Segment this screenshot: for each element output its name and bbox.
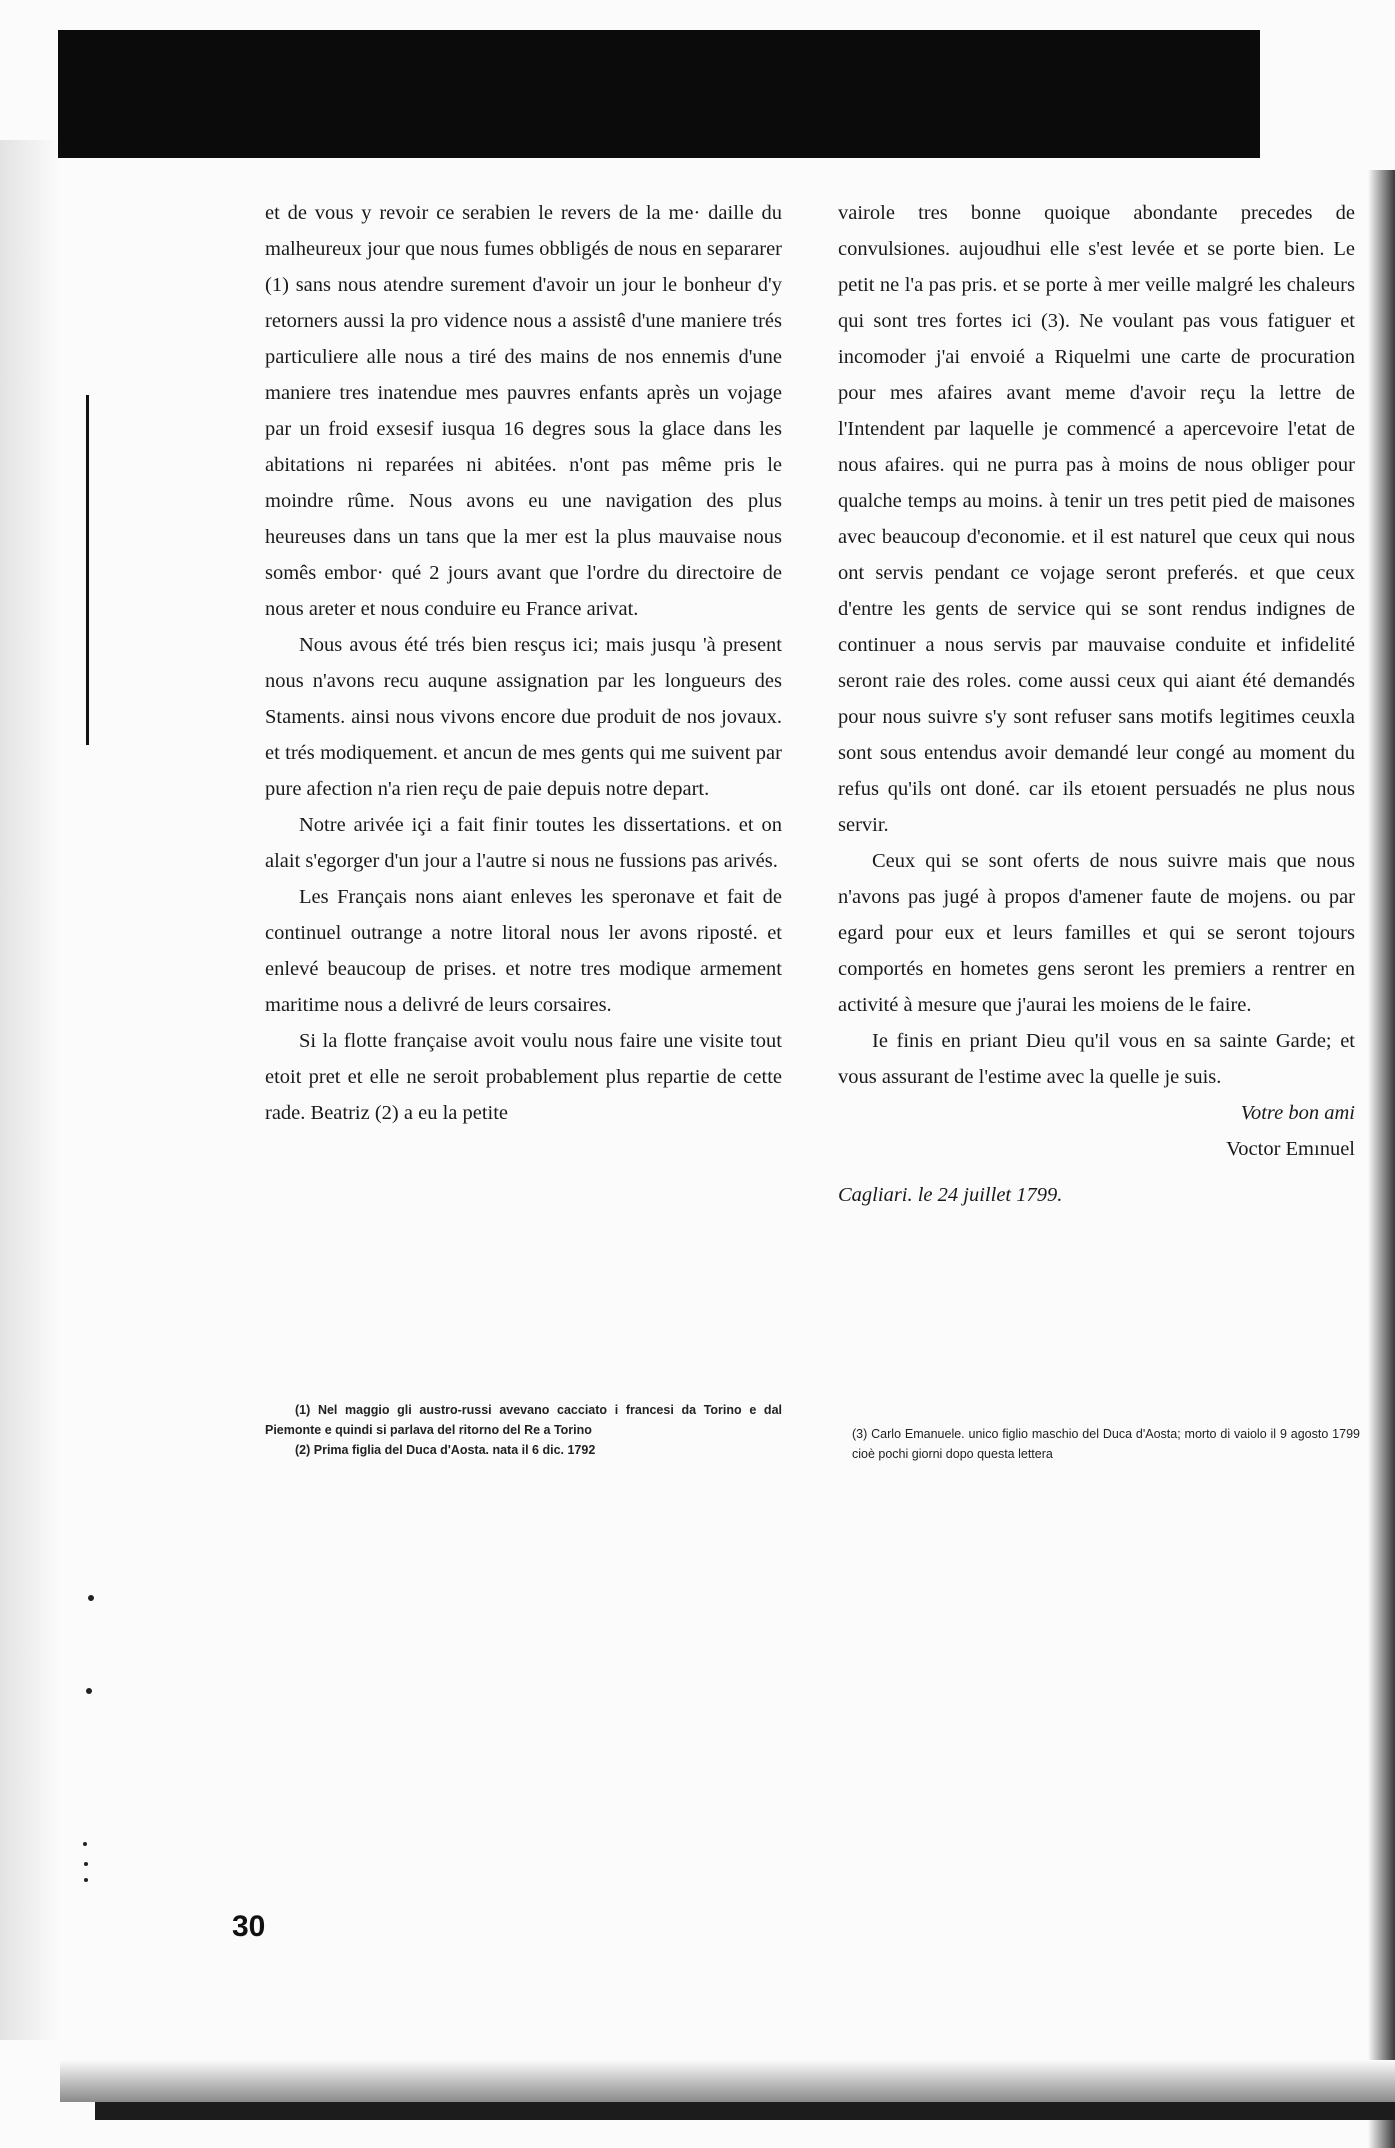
footnote-3: (3) Carlo Emanuele. unico figlio maschio del Duca d'Aosta; morto di vaiolo il 9 agosto 1799 cioè pochi giorni dopo questa lettera <box>852 1427 1360 1461</box>
page-edge-shadow-left <box>0 140 60 2040</box>
letter-paragraph: Nous avous été trés bien resçus ici; mais jusqu 'à present nous n'avons recu auqune assignation par les longueurs des Staments. ainsi nous vivons encore due produit de nos jovaux. et trés modiquement. et ancun de mes gents qui me suivent par pure afection n'a rien reçu de paie depuis notre depart. <box>265 634 782 800</box>
letter-paragraph: Ie finis en priant Dieu qu'il vous en sa sainte Garde; et vous assurant de l'estime avec la quelle je suis. <box>838 1030 1355 1088</box>
letter-column-left <box>265 195 782 1131</box>
margin-rule <box>86 395 89 745</box>
letter-paragraph: Ceux qui se sont oferts de nous suivre mais que nous n'avons pas jugé à propos d'amener faute de mojens. ou par egard pour eux et leurs familles et qui se seront tojours comportés en hometes gens seront les premiers a rentrer en activité à mesure que j'aurai les moiens de le faire. <box>838 850 1355 1016</box>
page-edge-shadow-right <box>1368 170 1395 2148</box>
footnotes-left <box>265 1400 782 1460</box>
letter-paragraph: Les Français nons aiant enleves les speronave et fait de continuel outrange a notre litoral nous ler avons riposté. et enlevé beaucoup de prises. et notre tres modique armement maritime nous a delivré de leurs corsaires. <box>265 886 782 1016</box>
page-edge-shadow-bottom <box>60 2060 1395 2102</box>
speck <box>84 1862 88 1866</box>
letter-column-right <box>838 195 1355 1213</box>
letter-paragraph: vairole tres bonne quoique abondante precedes de convulsiones. aujoudhui elle s'est levée et se porte bien. Le petit ne l'a pas pris. et se porte à mer veille malgré les chaleurs qui sont tres fortes ici (3). Ne voulant pas vous fatiguer et incomoder j'ai envoié a Riquelmi une carte de procuration pour mes afaires avant meme d'avoir reçu la lettre de l'Intendent par laquelle je commencé a apercevoire l'etat de nous afaires. qui ne purra pas à moins de nous obliger pour qualche temps au moins. à tenir un tres petit pied de maisones avec beaucoup d'economie. et il est naturel que ceux qui nous ont servis pendant ce vojage seront preferés. et que ceux d'entre les gents de service qui se sont rendus indignes de continuer a nous servis par mauvaise conduite et infidelité seront raie des roles. come aussi ceux qui aiant été demandés pour nous suivre s'y sont refuser sans motifs legitimes ceuxla sont sous entendus avoir demandé leur congé au moment du refus qu'ils ont doné. car ils etoıent persuadés ne plus nous servir. <box>838 202 1355 836</box>
letter-dateline: Cagliari. le 24 juillet 1799. <box>838 1184 1063 1206</box>
footnote-2: (2) Prima figlia del Duca d'Aosta. nata il 6 dic. 1792 <box>295 1443 596 1457</box>
letter-paragraph: Si la flotte française avoit voulu nous faire une visite tout etoit pret et elle ne seroit probablement plus repartie de cette rade. Beatriz (2) a eu la petite <box>265 1030 782 1124</box>
letter-paragraph: Notre arivée içi a fait finir toutes les dissertations. et on alait s'egorger d'un jour a l'autre si nous ne fussions pas arivés. <box>265 814 782 872</box>
scan-border-bottom <box>95 2102 1395 2120</box>
footnote-1: (1) Nel maggio gli austro-russi avevano cacciato i francesi da Torino e dal Piemonte e quindi si parlava del ritorno del Re a Torino <box>265 1403 782 1437</box>
speck <box>84 1878 88 1882</box>
speck <box>88 1595 94 1601</box>
speck <box>83 1842 87 1846</box>
speck <box>86 1688 92 1694</box>
letter-paragraph: et de vous y revoir ce serabien le revers de la me· daille du malheureux jour que nous fumes obbligés de nous en separarer (1) sans nous atendre surement d'avoir un jour le bonheur d'y retorners aussi la pro vidence nous a assistê d'une maniere trés particuliere alle nous a tiré des mains de nos ennemis d'une maniere tres inatendue mes pauvres enfants après un vojage par un froid exsesif iusqua 16 degres sous la glace dans les abitations ni reparées ni abitées. n'ont pas même pris le moindre rûme. Nous avons eu une navigation des plus heureuses dans un tans que la mer est la plus mauvaise nous somês embor· qué 2 jours avant que l'ordre du directoire de nous areter et nous conduire eu France arivat. <box>265 202 782 620</box>
letter-signature: Voctor Emınuel <box>1226 1138 1355 1160</box>
letter-closing: Votre bon ami <box>1240 1102 1355 1124</box>
scan-border-top <box>58 30 1260 158</box>
page-number: 30 <box>232 1910 266 1943</box>
